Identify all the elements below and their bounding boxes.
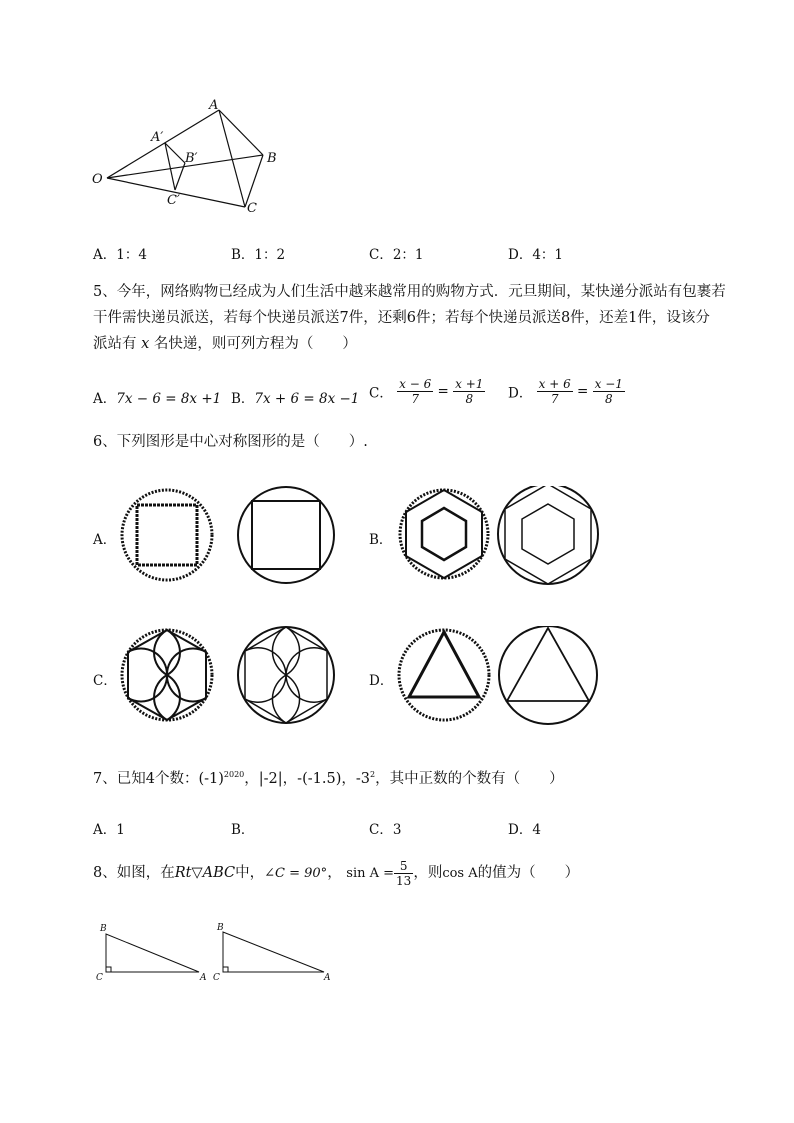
q5-option-b[interactable] <box>231 387 359 407</box>
exponent: 2 <box>369 770 376 779</box>
q6-option-b-letter[interactable]: B． <box>369 532 393 548</box>
fraction <box>453 377 485 406</box>
option-text: 7x − 6 = 8x +1 <box>116 391 222 407</box>
separator: ， <box>341 770 356 787</box>
denominator: 8 <box>604 392 613 406</box>
separator: ， <box>244 770 259 787</box>
q5-variable: x <box>141 336 150 352</box>
denominator: 7 <box>411 392 419 406</box>
q4-option-d[interactable] <box>508 243 563 263</box>
q7-text: 7、已知4个数： <box>93 770 199 787</box>
fraction <box>394 859 413 888</box>
label-B: B <box>100 924 107 934</box>
q7-text: ，其中正数的个数有（ ） <box>375 770 564 787</box>
label-B: B <box>217 923 224 933</box>
angle-expression: ∠C = 90° <box>264 866 328 881</box>
number-2: |-2| <box>258 770 283 787</box>
q5-option-d[interactable] <box>508 377 625 406</box>
label-A: A <box>200 973 207 983</box>
q7-option-c[interactable] <box>369 818 401 838</box>
numerator: x + 6 <box>538 377 571 391</box>
circle-petal-figure[interactable] <box>120 626 335 726</box>
option-text: 1：4 <box>116 247 147 263</box>
equals-sign: = <box>577 383 589 400</box>
option-letter: A． <box>93 247 117 263</box>
q4-option-c[interactable] <box>369 243 424 263</box>
option-text: 2：1 <box>392 247 424 263</box>
q7-option-d[interactable] <box>508 818 541 838</box>
option-text: 4 <box>532 822 541 838</box>
circle-hexagon-figure[interactable] <box>396 486 606 586</box>
separator: ， <box>282 770 298 787</box>
number-3: -(-1.5) <box>297 770 342 787</box>
sin-expression: sin A = <box>346 866 395 881</box>
q8-text: 8、如图，在 <box>93 865 175 881</box>
option-letter: C． <box>369 385 393 402</box>
triangle-name: ▽ABC <box>191 865 236 881</box>
denominator: 8 <box>465 392 474 406</box>
option-text: 1 <box>116 822 125 838</box>
equals-sign: = <box>437 383 449 400</box>
numerator: x −1 <box>594 377 623 391</box>
fraction <box>537 377 573 406</box>
q5-text: 名快递，则可列方程为（ ） <box>153 336 357 352</box>
option-letter: C． <box>369 247 393 263</box>
numerator: x − 6 <box>399 377 432 391</box>
q5-text: 派站有 <box>93 336 137 352</box>
option-letter: A． <box>93 391 117 407</box>
option-letter: A． <box>93 822 117 838</box>
q6-stem: 6、下列图形是中心对称图形的是（ ）. <box>93 434 368 450</box>
option-text: 4：1 <box>532 247 564 263</box>
label-C: C <box>96 973 103 983</box>
label-C: C <box>247 201 257 216</box>
cos-expression: cos A <box>442 866 478 881</box>
label-A: A <box>324 973 331 983</box>
q5-stem-line1: 5、今年，网络购物已经成为人们生活中越来越常用的购物方式．元旦期间，某快递分派站有包裹若 <box>93 284 726 300</box>
numerator: x +1 <box>455 377 484 391</box>
label-O: O <box>92 172 103 187</box>
label-A-prime: A′ <box>151 130 164 145</box>
q7-option-a[interactable] <box>93 818 125 838</box>
q6-option-c-letter[interactable]: C． <box>93 673 117 689</box>
q8-text: 的值为（ ） <box>477 865 580 881</box>
option-text: 7x + 6 = 8x −1 <box>254 391 360 407</box>
exponent: 2020 <box>223 770 245 779</box>
q6-option-a-letter[interactable]: A． <box>93 532 117 548</box>
option-letter: B． <box>231 822 255 838</box>
circle-square-figure[interactable] <box>120 486 335 586</box>
option-letter: C． <box>369 822 393 838</box>
separator: ， <box>327 865 342 881</box>
option-letter: B． <box>231 391 255 407</box>
q8-stem <box>93 856 579 891</box>
q8-text: 中， <box>235 865 265 881</box>
fraction <box>397 377 433 406</box>
q4-option-a[interactable] <box>93 243 147 263</box>
right-triangle-figure <box>92 918 342 988</box>
q4-option-b[interactable] <box>231 243 285 263</box>
q7-option-b[interactable] <box>231 818 254 838</box>
similar-triangles-figure <box>85 95 295 220</box>
q8-text: ，则 <box>413 865 443 881</box>
q5-option-a[interactable] <box>93 387 221 407</box>
number-1: (-1) <box>198 770 224 787</box>
denominator: 13 <box>396 873 412 888</box>
q5-stem-line2: 干件需快递员派送，若每个快递员派送7件，还剩6件；若每个快递员派送8件，还差1件，设该分 <box>93 310 710 326</box>
label-A: A <box>209 98 219 113</box>
option-letter: D． <box>508 385 533 402</box>
option-text: 3 <box>392 822 402 838</box>
label-B: B <box>267 151 277 166</box>
option-letter: D． <box>508 247 533 263</box>
q5-option-c[interactable] <box>369 377 485 406</box>
number-4: -3 <box>355 770 370 787</box>
fraction <box>593 377 625 406</box>
option-letter: D． <box>508 822 533 838</box>
option-text: 1：2 <box>254 247 286 263</box>
numerator: 5 <box>394 859 413 874</box>
q6-option-d-letter[interactable]: D． <box>369 673 394 689</box>
q5-stem-line3 <box>93 334 357 354</box>
q7-stem <box>93 765 564 789</box>
label-C: C <box>213 973 220 983</box>
label-B-prime: B′ <box>185 151 198 166</box>
rt-symbol: Rt <box>174 865 192 881</box>
denominator: 7 <box>550 392 559 406</box>
label-C-prime: C′ <box>167 193 180 208</box>
circle-triangle-figure[interactable] <box>396 626 606 726</box>
option-letter: B． <box>231 247 255 263</box>
